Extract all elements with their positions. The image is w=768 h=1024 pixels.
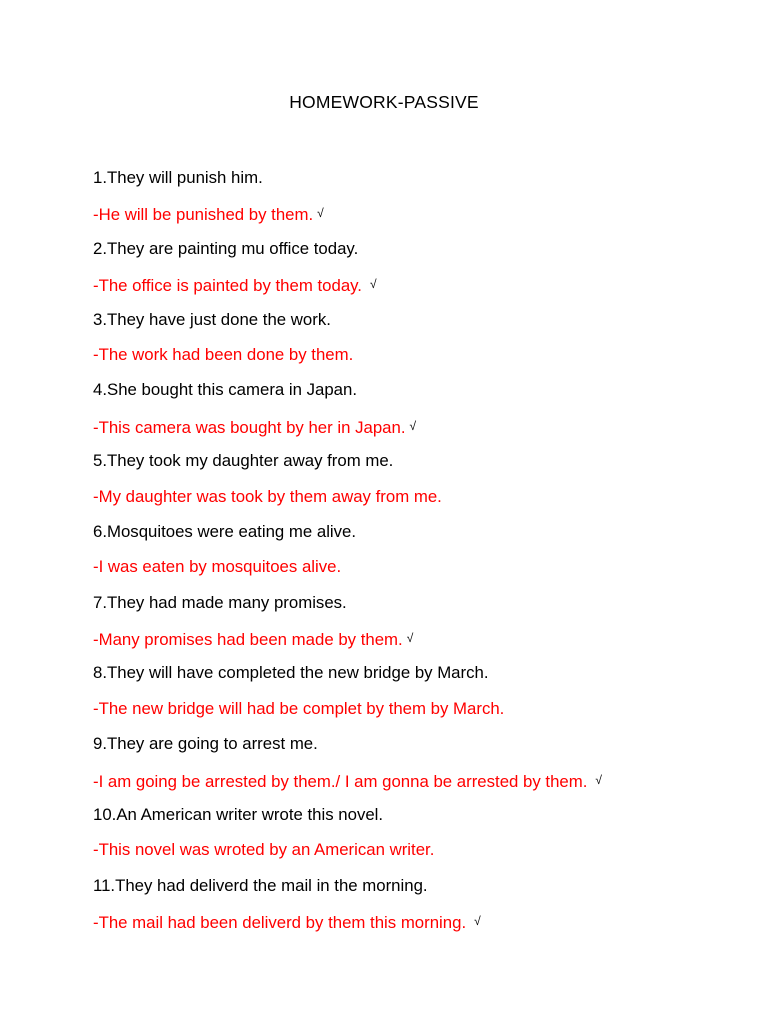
question-line: 3.They have just done the work. — [93, 309, 331, 329]
question-line: 5.They took my daughter away from me. — [93, 451, 394, 471]
question-line: 10.An American writer wrote this novel. — [93, 805, 384, 825]
question-line: 8.They will have completed the new bridge by March. — [93, 663, 489, 683]
check-mark-icon: √ — [317, 206, 324, 221]
answer-line — [93, 272, 733, 307]
answer-text: -He will be punished by them. — [93, 205, 314, 225]
question-line: 6.Mosquitoes were eating me alive. — [93, 521, 357, 541]
answer-line — [93, 201, 733, 236]
answer-line — [93, 697, 733, 732]
answer-text: -The work had been done by them. — [93, 344, 354, 364]
question-line: 11.They had deliverd the mail in the morning. — [93, 875, 428, 895]
question-line: 2.They are painting mu office today. — [93, 238, 359, 258]
page-title: HOMEWORK-PASSIVE — [289, 92, 479, 112]
question-line: 1.They will punish him. — [93, 168, 263, 187]
answer-line — [93, 343, 733, 378]
answer-text: -I am going be arrested by them./ I am gonna be arrested by them. — [93, 771, 588, 791]
answer-line — [93, 626, 733, 661]
answer-line — [93, 838, 733, 873]
answer-line — [93, 909, 733, 944]
answer-text: -The mail had been deliverd by them this morning. — [93, 913, 467, 933]
answer-line — [93, 414, 733, 449]
check-mark-icon: √ — [595, 772, 602, 787]
answer-text: -The new bridge will had be complet by them by March. — [93, 698, 505, 718]
question-line: 9.They are going to arrest me. — [93, 734, 318, 754]
answer-text: -This camera was bought by her in Japan. — [93, 417, 406, 437]
check-mark-icon: √ — [406, 631, 414, 646]
check-mark-icon: √ — [409, 418, 417, 433]
answer-text: -My daughter was took by them away from me. — [93, 486, 442, 506]
exercise-list — [93, 166, 733, 945]
question-line: 7.They had made many promises. — [93, 592, 347, 612]
answer-line — [93, 555, 733, 590]
answer-text: -This novel was wroted by an American writer. — [93, 840, 435, 860]
answer-line — [93, 768, 733, 803]
answer-text: -Many promises had been made by them. — [93, 630, 403, 650]
check-mark-icon: √ — [474, 914, 481, 929]
answer-line — [93, 485, 733, 520]
answer-text: -I was eaten by mosquitoes alive. — [93, 557, 342, 577]
check-mark-icon: √ — [369, 277, 377, 292]
question-line: 4.She bought this camera in Japan. — [93, 380, 358, 400]
answer-text: -The office is painted by them today. — [93, 276, 362, 296]
